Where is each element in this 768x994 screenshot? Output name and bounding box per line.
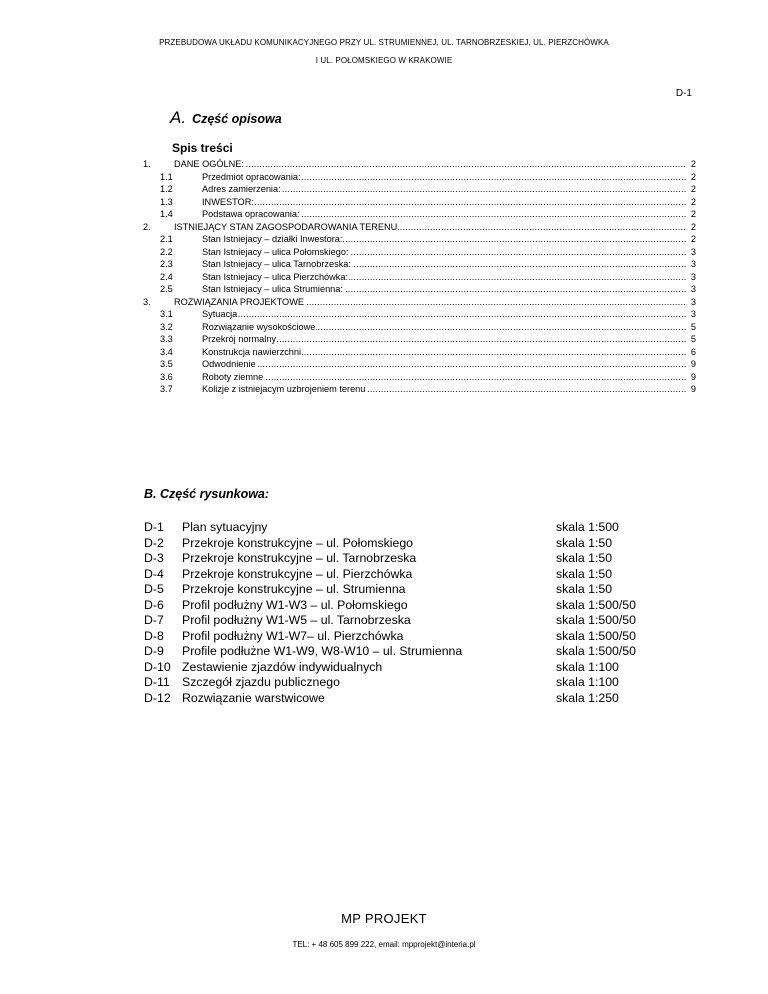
toc-entry-page: 2: [687, 183, 696, 196]
toc-entry-text: Podstawa opracowania:: [202, 209, 300, 219]
toc-entry-number: 1.: [143, 159, 151, 169]
toc-entry-text: DANE OGÓLNE:: [174, 159, 244, 169]
drawing-code: D-12: [144, 690, 171, 705]
drawing-row: [0, 567, 768, 583]
drawing-code: D-6: [144, 597, 164, 612]
drawing-title: Przekroje konstrukcyjne – ul. Połomskiego: [182, 535, 414, 550]
toc-entry-text: Konstrukcja nawierzchni: [202, 346, 302, 357]
toc-entry-text: Rozwiązanie wysokościowe: [202, 321, 316, 332]
drawing-code: D-1: [144, 520, 164, 534]
toc-leader-dots: [202, 308, 687, 321]
toc-entry-number: 3.7: [160, 384, 173, 394]
drawings-list: [0, 520, 768, 706]
toc-entry-number: 1.4: [160, 209, 173, 219]
document-header-line-2: I UL. POŁOMSKIEGO W KRAKOWIE: [315, 56, 453, 65]
drawing-row: [0, 536, 768, 552]
toc-leader-dots: [202, 371, 687, 384]
toc-entry-number: 2.1: [160, 234, 173, 244]
toc-leader-dots: [202, 196, 687, 209]
toc-entry[interactable]: [0, 346, 768, 359]
drawing-scale: skala 1:100: [556, 675, 619, 689]
toc-entry-text: Odwodnienie: [202, 359, 256, 369]
drawing-scale: skala 1:50: [556, 535, 613, 550]
drawing-row: [0, 644, 768, 660]
toc-entry-text: Stan Istniejacy – ulica Pierzchówka:: [202, 271, 349, 282]
table-of-contents: [0, 158, 768, 396]
toc-entry[interactable]: [0, 233, 768, 246]
drawing-title: Przekroje konstrukcyjne – ul. Strumienna: [182, 582, 406, 596]
toc-entry[interactable]: [0, 183, 768, 196]
drawing-title: Profil podłużny W1-W3 – ul. Połomskiego: [182, 597, 408, 612]
drawing-row: [0, 660, 768, 676]
toc-entry-number: 2.3: [160, 259, 173, 269]
drawing-code: D-2: [144, 535, 164, 550]
toc-entry[interactable]: [0, 296, 768, 309]
toc-entry[interactable]: [0, 358, 768, 371]
toc-entry-number: 1.3: [160, 196, 173, 207]
drawing-row: [0, 520, 768, 536]
drawing-row: [0, 582, 768, 598]
drawing-code: D-11: [144, 675, 170, 689]
toc-entry[interactable]: [0, 308, 768, 321]
section-b-heading: B. Część rysunkowa:: [144, 487, 270, 501]
toc-entry-text: Przekrój normalny: [202, 334, 277, 344]
toc-entry[interactable]: [0, 333, 768, 346]
toc-entry[interactable]: [0, 196, 768, 209]
toc-entry[interactable]: [0, 283, 768, 296]
toc-entry-page: 2: [687, 221, 696, 234]
toc-entry[interactable]: [0, 371, 768, 384]
toc-entry-number: 2.5: [160, 284, 173, 294]
toc-entry-text: Stan Istniejacy – ulica Tarnobrzeska:: [202, 259, 351, 269]
toc-entry-page: 3: [687, 308, 696, 321]
toc-entry-number: 3.6: [160, 371, 173, 382]
drawing-code: D-9: [144, 644, 164, 658]
drawing-code: D-3: [144, 551, 164, 565]
toc-title: Spis treści: [172, 141, 233, 155]
toc-entry-text: INWESTOR:: [202, 196, 254, 207]
toc-entry-number: 3.: [143, 296, 151, 307]
toc-entry-number: 3.4: [160, 346, 173, 357]
drawing-scale: skala 1:500/50: [556, 597, 636, 612]
toc-entry[interactable]: [0, 271, 768, 284]
drawing-scale: skala 1:100: [556, 659, 619, 674]
drawing-scale: skala 1:50: [556, 551, 613, 565]
document-header-line-1: PRZEBUDOWA UKŁADU KOMUNIKACYJNEGO PRZY UL. STRUMIENNEJ, UL. TARNOBRZESKIEJ, UL. PIERZCHÓWKA: [159, 38, 609, 47]
toc-entry-number: 2.: [143, 221, 151, 232]
section-a-title: Część opisowa: [192, 112, 282, 126]
footer-company-name: MP PROJEKT: [341, 911, 427, 926]
drawing-title: Przekroje konstrukcyjne – ul. Tarnobrzeska: [182, 551, 417, 565]
toc-entry[interactable]: [0, 246, 768, 259]
drawing-row: [0, 613, 768, 629]
toc-entry-number: 3.5: [160, 359, 173, 369]
drawing-row: [0, 551, 768, 567]
toc-entry-page: 9: [687, 383, 696, 396]
drawing-scale: skala 1:50: [556, 566, 613, 581]
toc-entry-page: 2: [687, 233, 696, 246]
toc-entry[interactable]: [0, 383, 768, 396]
drawing-scale: skala 1:500: [556, 520, 619, 534]
toc-entry-text: Stan Istniejacy – ulica Strumienna:: [202, 284, 343, 294]
toc-entry-page: 5: [687, 333, 696, 346]
toc-entry[interactable]: [0, 158, 768, 171]
toc-entry[interactable]: [0, 258, 768, 271]
toc-entry-text: Stan Istniejacy – ulica Połomskiego:: [202, 246, 349, 257]
toc-entry-page: 2: [687, 158, 696, 171]
drawing-row: [0, 598, 768, 614]
drawing-title: Profil podłużny W1-W7– ul. Pierzchówka: [182, 628, 404, 643]
toc-entry-page: 3: [687, 283, 696, 296]
drawing-code: D-4: [144, 566, 164, 581]
toc-entry-number: 2.2: [160, 246, 173, 257]
toc-entry-text: Stan Istniejacy – działki Inwestora:: [202, 234, 343, 244]
page-identifier: D-1: [675, 88, 692, 99]
toc-entry-text: ROZWIĄZANIA PROJEKTOWE: [174, 296, 304, 307]
drawing-title: Profile podłużne W1-W9, W8-W10 – ul. Strumienna: [182, 644, 463, 658]
drawing-code: D-8: [144, 628, 164, 643]
toc-entry-number: 1.1: [160, 171, 173, 182]
drawing-scale: skala 1:500/50: [556, 613, 636, 627]
toc-entry[interactable]: [0, 171, 768, 184]
toc-entry-text: Przedmiot opracowania:: [202, 171, 301, 182]
drawing-row: [0, 629, 768, 645]
toc-entry-number: 3.1: [160, 309, 173, 319]
toc-entry-page: 9: [687, 358, 696, 371]
toc-entry-number: 3.3: [160, 334, 173, 344]
toc-entry-page: 2: [687, 208, 696, 221]
drawing-code: D-7: [144, 613, 164, 627]
footer-contact: TEL: + 48 605 899 222, email: mpprojekt@interia.pl: [292, 940, 476, 949]
drawing-title: Szczegół zjazdu publicznego: [182, 675, 340, 689]
toc-entry[interactable]: [0, 221, 768, 234]
toc-entry-text: Sytuacja: [202, 309, 238, 319]
drawing-code: D-10: [144, 659, 171, 674]
toc-leader-dots: [202, 358, 687, 371]
section-a-letter: A.: [170, 108, 187, 127]
toc-entry-text: Roboty ziemne: [202, 371, 264, 382]
toc-entry-page: 3: [687, 246, 696, 259]
toc-entry-number: 2.4: [160, 271, 173, 282]
drawing-scale: skala 1:50: [556, 582, 613, 596]
drawing-scale: skala 1:500/50: [556, 644, 636, 658]
drawing-title: Plan sytuacyjny: [182, 520, 268, 534]
drawing-title: Rozwiązanie warstwicowe: [182, 690, 325, 705]
toc-entry-page: 5: [687, 321, 696, 334]
toc-entry-text: Kolizje z istniejacym uzbrojeniem terenu: [202, 384, 366, 394]
toc-entry-page: 2: [687, 196, 696, 209]
toc-leader-dots: [174, 158, 687, 171]
drawing-title: Profil podłużny W1-W5 – ul. Tarnobrzeska: [182, 613, 411, 627]
toc-entry-page: 6: [687, 346, 696, 359]
section-a-heading: [170, 108, 282, 128]
drawing-title: Zestawienie zjazdów indywidualnych: [182, 659, 383, 674]
toc-entry-text: ISTNIEJĄCY STAN ZAGOSPODAROWANIA TERENU: [174, 221, 398, 232]
toc-entry-page: 3: [687, 296, 696, 309]
toc-entry-page: 2: [687, 171, 696, 184]
toc-entry-number: 1.2: [160, 184, 173, 194]
toc-entry[interactable]: [0, 321, 768, 334]
toc-entry-number: 3.2: [160, 321, 173, 332]
toc-entry[interactable]: [0, 208, 768, 221]
drawing-scale: skala 1:250: [556, 690, 619, 705]
toc-entry-page: 3: [687, 271, 696, 284]
drawing-row: [0, 691, 768, 707]
drawing-code: D-5: [144, 582, 164, 596]
drawing-row: [0, 675, 768, 691]
toc-entry-text: Adres zamierzenia:: [202, 184, 281, 194]
toc-entry-page: 9: [687, 371, 696, 384]
drawing-scale: skala 1:500/50: [556, 628, 636, 643]
toc-entry-page: 3: [687, 258, 696, 271]
drawing-title: Przekroje konstrukcyjne – ul. Pierzchówka: [182, 566, 413, 581]
